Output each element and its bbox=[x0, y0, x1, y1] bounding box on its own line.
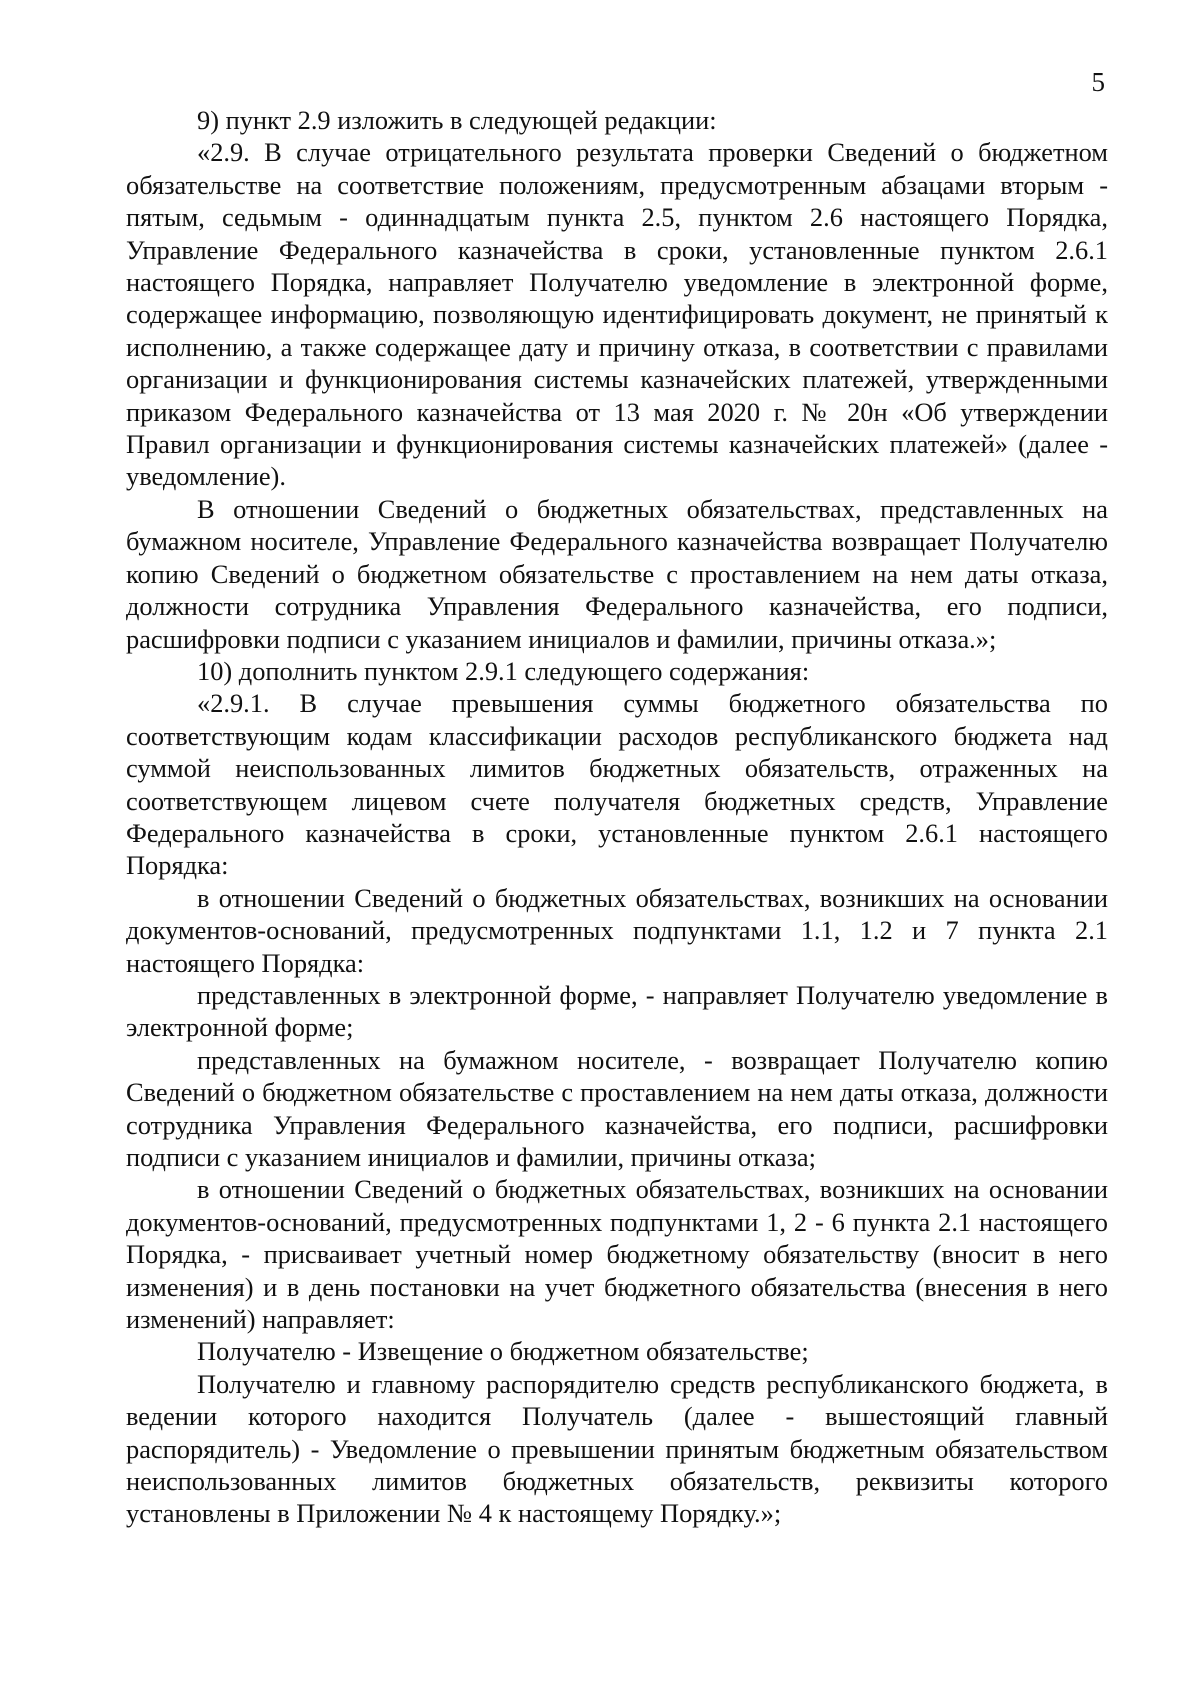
paragraph-excess-notification: Получателю и главному распорядителю средств республиканского бюджета, в ведении которого находится Получатель (далее - вышестоящий главный распорядитель) - Уведомление о превышении принятым бюджетным обязательством неиспользованных лимитов бюджетных обязательств, реквизиты которого установлены в Приложении № 4 к настоящему Порядку.»; bbox=[126, 1368, 1108, 1529]
paragraph-subpoints-1-2-6: в отношении Сведений о бюджетных обязательствах, возникших на основании документов-оснований, предусмотренных подпунктами 1, 2 - 6 пункта 2.1 настоящего Порядка, - присваивает учетный номер бюджетному обязательству (вносит в него изменения) и в день постановки на учет бюджетного обязательства (внесения в него изменений) направляет: bbox=[126, 1174, 1108, 1335]
page-number: 5 bbox=[1091, 67, 1105, 97]
paragraph-clause-2-9-1: «2.9.1. В случае превышения суммы бюджетного обязательства по соответствующим кодам классификации расходов республиканского бюджета над суммой неиспользованных лимитов бюджетных обязательств, отраженных на соответствующем лицевом счете получателя бюджетных средств, Управление Федерального казначейства в сроки, установленные пунктом 2.6.1 настоящего Порядка: bbox=[126, 688, 1108, 881]
paragraph-item-9-intro: 9) пункт 2.9 изложить в следующей редакции: bbox=[197, 105, 717, 135]
paragraph-paper-carrier: представленных на бумажном носителе, - возвращает Получателю копию Сведений о бюджетном обязательстве с проставлением на нем даты отказа, должности сотрудника Управления Федерального казначейства, его подписи, расшифровки подписи с указанием инициалов и фамилии, причины отказа; bbox=[126, 1044, 1108, 1172]
paragraph-electronic-form: представленных в электронной форме, - направляет Получателю уведомление в электронной форме; bbox=[126, 979, 1108, 1043]
paragraph-subpoints-1-1-1-2-7: в отношении Сведений о бюджетных обязательствах, возникших на основании документов-оснований, предусмотренных подпунктами 1.1, 1.2 и 7 пункта 2.1 настоящего Порядка: bbox=[126, 882, 1108, 978]
paragraph-paper-documents: В отношении Сведений о бюджетных обязательствах, представленных на бумажном носителе, Управление Федерального казначейства возвращает Получателю копию Сведений о бюджетном обязательстве с проставлением на нем даты отказа, должности сотрудника Управления Федерального казначейства, его подписи, расшифровки подписи с указанием инициалов и фамилии, причины отказа.»; bbox=[126, 493, 1108, 654]
paragraph-recipient-notice: Получателю - Извещение о бюджетном обязательстве; bbox=[197, 1336, 809, 1367]
paragraph-clause-2-9: «2.9. В случае отрицательного результата проверки Сведений о бюджетном обязательстве на соответствие положениям, предусмотренным абзацами вторым - пятым, седьмым - одиннадцатым пункта 2.5, пунктом 2.6 настоящего Порядка, Управление Федерального казначейства в сроки, установленные пунктом 2.6.1 настоящего Порядка, направляет Получателю уведомление в электронной форме, содержащее информацию, позволяющую идентифицировать документ, не принятый к исполнению, а также содержащее дату и причину отказа, в соответствии с правилами организации и функционирования системы казначейских платежей, утвержденными приказом Федерального казначейства от 13 мая 2020 г. № 20н «Об утверждении Правил организации и функционирования системы казначейских платежей» (далее - уведомление). bbox=[126, 137, 1108, 492]
document-body bbox=[126, 104, 1108, 1530]
paragraph-item-10-intro: 10) дополнить пунктом 2.9.1 следующего содержания: bbox=[197, 655, 810, 686]
